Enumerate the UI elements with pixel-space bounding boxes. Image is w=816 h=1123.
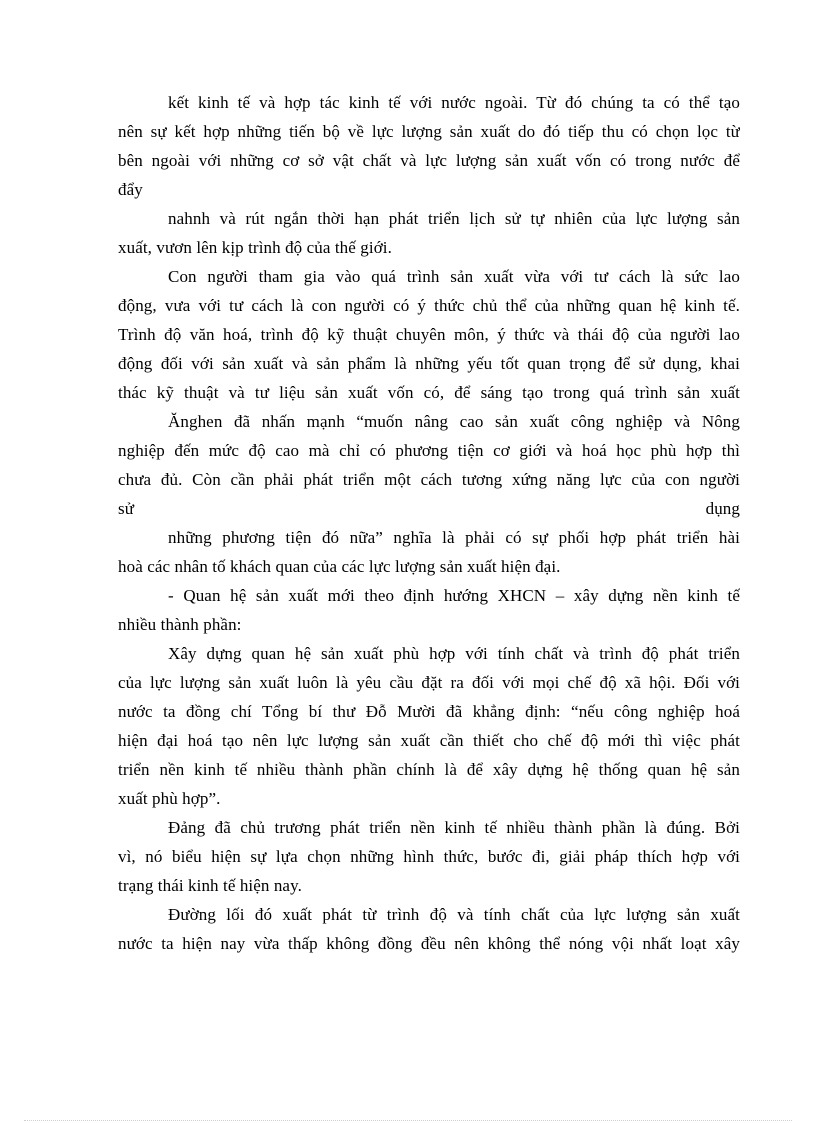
text-line: Xây dựng quan hệ sản xuất phù hợp với tính chất và trình độ phát triển [168, 644, 740, 663]
text-line: triển nền kinh tế nhiều thành phần chính là để xây dựng hệ thống quan hệ sản [118, 760, 740, 779]
text-line: sử dụng [118, 499, 740, 518]
text-line: xuất phù hợp”. [118, 789, 221, 808]
text-line: xuất, vươn lên kịp trình độ của thế giới. [118, 238, 392, 257]
text-line: Ănghen đã nhấn mạnh “muốn nâng cao sản xuất công nghiệp và Nông [168, 412, 740, 431]
text-line: Trình độ văn hoá, trình độ kỹ thuật chuyên môn, ý thức và thái độ của người lao [118, 325, 740, 344]
text-line: những phương tiện đó nữa” nghĩa là phải có sự phối hợp phát triển hài [168, 528, 740, 547]
text-line: nên sự kết hợp những tiến bộ về lực lượng sản xuất do đó tiếp thu có chọn lọc từ [118, 122, 740, 141]
text-line: Đảng đã chủ trương phát triển nền kinh tế nhiều thành phần là đúng. Bởi [168, 818, 740, 837]
text-line: của lực lượng sản xuất luôn là yêu cầu đặt ra đối với mọi chế độ xã hội. Đối với [118, 673, 740, 692]
text-line: Đường lối đó xuất phát từ trình độ và tính chất của lực lượng sản xuất [168, 905, 740, 924]
text-line: vì, nó biểu hiện sự lựa chọn những hình thức, bước đi, giải pháp thích hợp với [118, 847, 740, 866]
text-line: hoà các nhân tố khách quan của các lực lượng sản xuất hiện đại. [118, 557, 561, 576]
text-line: nhiều thành phần: [118, 615, 242, 634]
text-line: nahnh và rút ngắn thời hạn phát triển lịch sử tự nhiên của lực lượng sản [168, 209, 740, 228]
text-line: động, vưa với tư cách là con người có ý thức chủ thể của những quan hệ kinh tế. [118, 296, 740, 315]
text-line: Con người tham gia vào quá trình sản xuất vừa với tư cách là sức lao [168, 267, 740, 286]
text-line: nước ta hiện nay vừa thấp không đồng đều nên không thể nóng vội nhất loạt xây [118, 934, 740, 953]
text-line: thác kỹ thuật và tư liệu sản xuất vốn có, để sáng tạo trong quá trình sản xuất [118, 383, 740, 402]
text-line: kết kinh tế và hợp tác kinh tế với nước ngoài. Từ đó chúng ta có thể tạo [168, 93, 740, 112]
text-line: hiện đại hoá tạo nên lực lượng sản xuất cần thiết cho chế độ mới thì việc phát [118, 731, 740, 750]
text-line: bên ngoài với những cơ sở vật chất và lực lượng sản xuất vốn có trong nước để [118, 151, 740, 170]
text-line: - Quan hệ sản xuất mới theo định hướng XHCN – xây dựng nền kinh tế [168, 586, 740, 605]
text-line: chưa đủ. Còn cần phải phát triển một cách tương xứng năng lực của con người [118, 470, 740, 489]
text-line: trạng thái kinh tế hiện nay. [118, 876, 302, 895]
text-line: động đối với sản xuất và sản phẩm là những yếu tốt quan trọng để sử dụng, khai [118, 354, 740, 373]
text-line: nước ta đồng chí Tổng bí thư Đỗ Mười đã khẳng định: “nếu công nghiệp hoá [118, 702, 740, 721]
text-line: đẩy [118, 180, 143, 199]
page-bottom-divider [24, 1120, 792, 1121]
document-body [118, 88, 740, 958]
text-line: nghiệp đến mức độ cao mà chỉ có phương tiện cơ giới và hoá học phù hợp thì [118, 441, 740, 460]
